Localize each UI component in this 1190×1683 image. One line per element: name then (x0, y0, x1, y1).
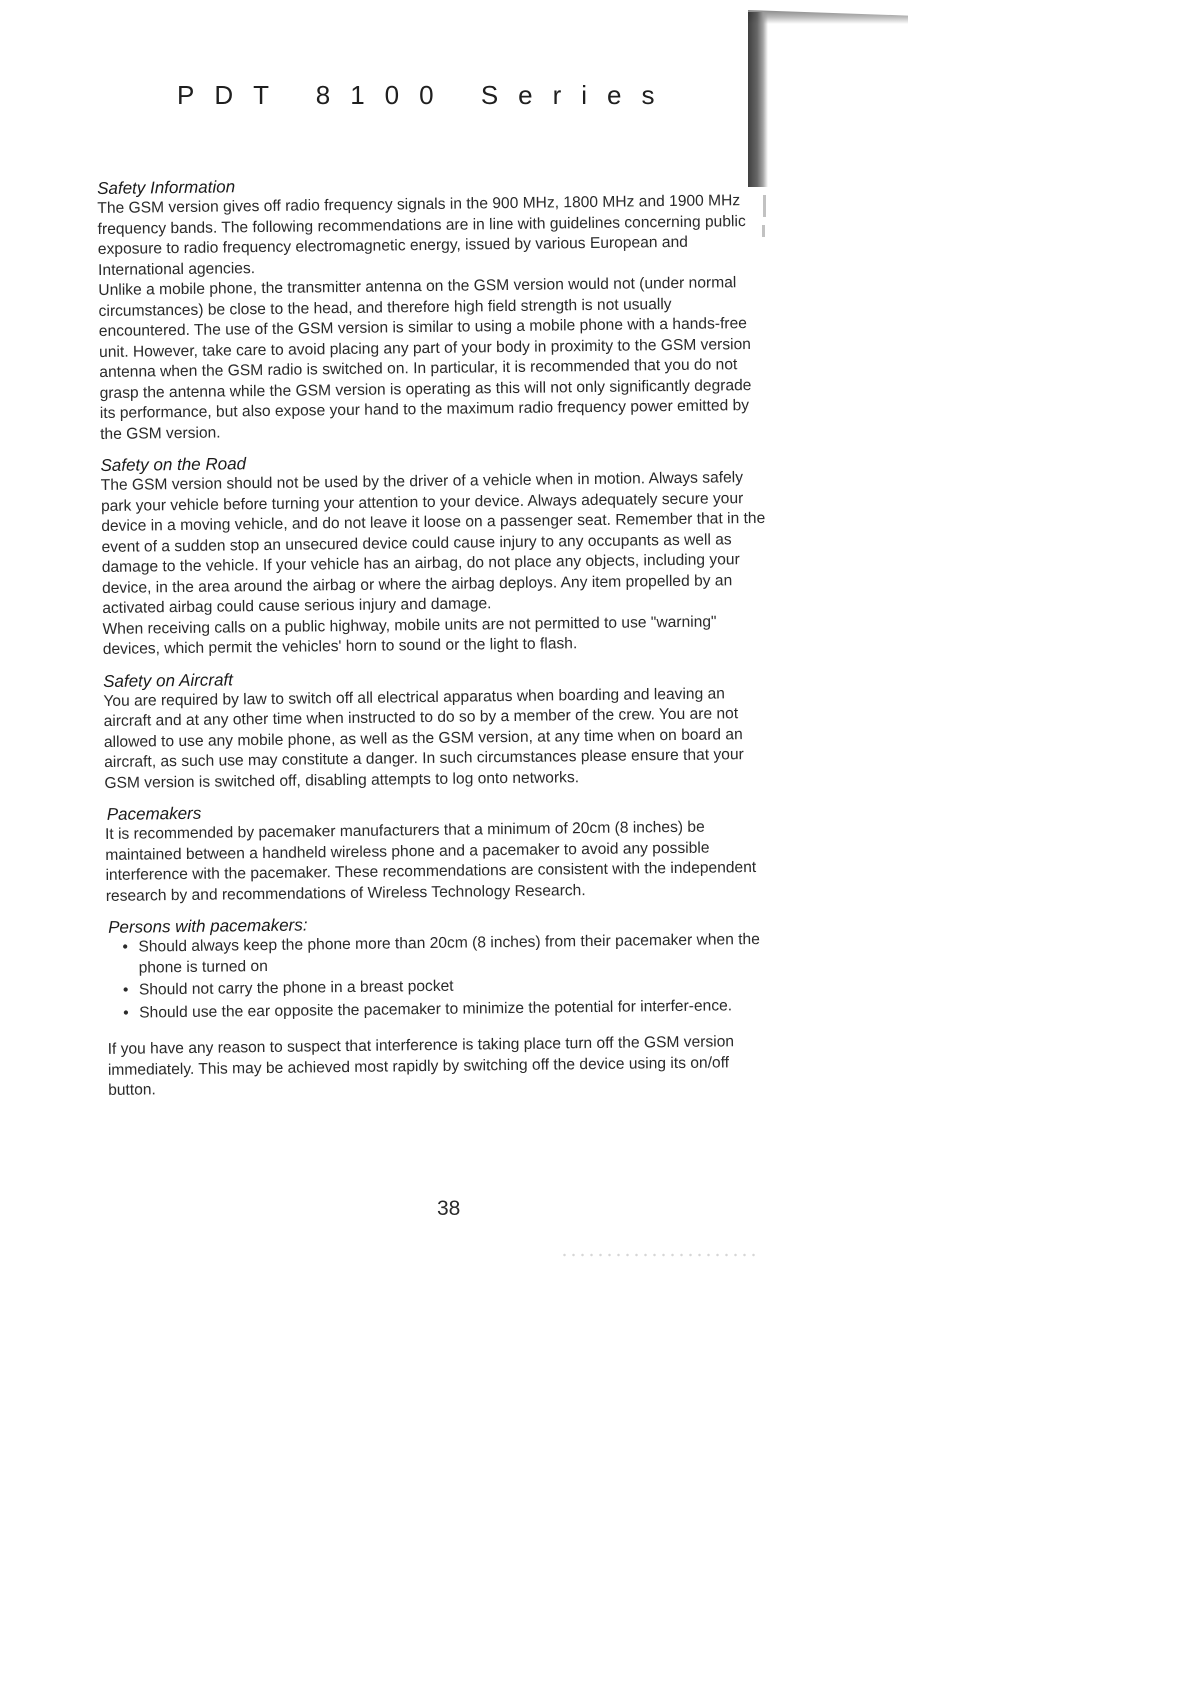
scan-noise (560, 1252, 760, 1260)
paragraph: The GSM version gives off radio frequency signals in the 900 MHz, 1800 MHz and 1900 MHz frequency bands. The following recommendations are in line with guidelines concerning public exposure to radio frequency electromagnetic energy, issued by various European and International agencies. (97, 192, 746, 279)
section-persons-with-pacemakers (106, 909, 773, 1024)
scan-binding-shadow (748, 12, 768, 187)
list-item-text: Should not carry the phone in a breast pocket (138, 977, 454, 999)
paragraph: You are required by law to switch off all electrical apparatus when boarding and leaving an aircraft and at any other time when instructed to do so by a member of the crew. You are not allowed to use any mobile phone, as well as the GSM version, at any time when on board an aircraft, as such use may constitute a danger. In such circumstances please ensure that your GSM version is switched off, disabling attempts to log onto networks. (103, 684, 744, 792)
section-safety-on-aircraft (103, 662, 770, 794)
list-item-text: Should use the ear opposite the pacemaker to minimize the potential for interfer-ence. (139, 996, 733, 1022)
document-body (97, 170, 774, 1102)
page-number: 38 (437, 1197, 461, 1220)
bullet-icon: • (122, 938, 128, 956)
page-header-title: PDT 8100 Series (177, 80, 675, 110)
paragraph: When receiving calls on a public highway, mobile units are not permitted to use "warning" devices, which permit the vehicles' horn to sound or the light to flash. (102, 612, 717, 658)
section-safety-information (97, 170, 766, 445)
section-safety-on-the-road (100, 447, 768, 661)
section-heading: Safety on the Road (100, 454, 247, 475)
section-heading: Safety on Aircraft (103, 669, 234, 691)
section-heading: Safety Information (97, 177, 236, 198)
paragraph: It is recommended by pacemaker manufacturers that a minimum of 20cm (8 inches) be maintained between a handheld wireless phone and a pacemaker to avoid any possible interference with the pacemaker. These recommendations are consistent with the independent research by and recommendations of Wireless Technology Research. (104, 818, 757, 905)
section-heading: Persons with pacemakers: (108, 915, 308, 937)
paragraph: The GSM version should not be used by the driver of a vehicle when in motion. Always safely park your vehicle before turning your attention to your device. Always adequately secure your device in a moving vehicle, and do not leave it loose on a passenger seat. Remember that in the event of a sudden stop an unsecured device could cause injury to any occupants as well as damage to the vehicle. If your vehicle has an airbag, do not place any objects, including your device, in the area around the airbag or where the airbag deploys. Any item propelled by an activated airbag could cause serious injury and damage. (100, 469, 766, 617)
section-pacemakers (105, 796, 772, 907)
section-heading: Pacemakers (106, 803, 202, 824)
bullet-icon: • (122, 981, 129, 999)
paragraph: Unlike a mobile phone, the transmitter antenna on the GSM version would not (under normal circumstances) be close to the head, and therefore high field strength is not usually encountered. The use of the GSM version is similar to using a mobile phone with a hands-free unit. However, take care to avoid placing any part of your body in proximity to the GSM version antenna when the GSM radio is switched on. In particular, it is recommended that you do not grasp the antenna while the GSM version is operating as this will not only significantly degrade its performance, but also expose your hand to the maximum radio frequency power emitted by the GSM version. (98, 274, 752, 443)
bullet-list (106, 930, 773, 1024)
list-item (122, 930, 772, 979)
closing-paragraph: If you have any reason to suspect that interference is taking place turn off the GSM version immediately. This may be achieved most rapidly by switching off the device using its on/off button. (107, 1033, 735, 1099)
bullet-icon: • (123, 1004, 129, 1022)
scan-binding-edge-top (748, 10, 908, 24)
list-item-text: Should always keep the phone more than 20cm (8 inches) from their pacemaker when the phone is turned on (138, 930, 760, 977)
